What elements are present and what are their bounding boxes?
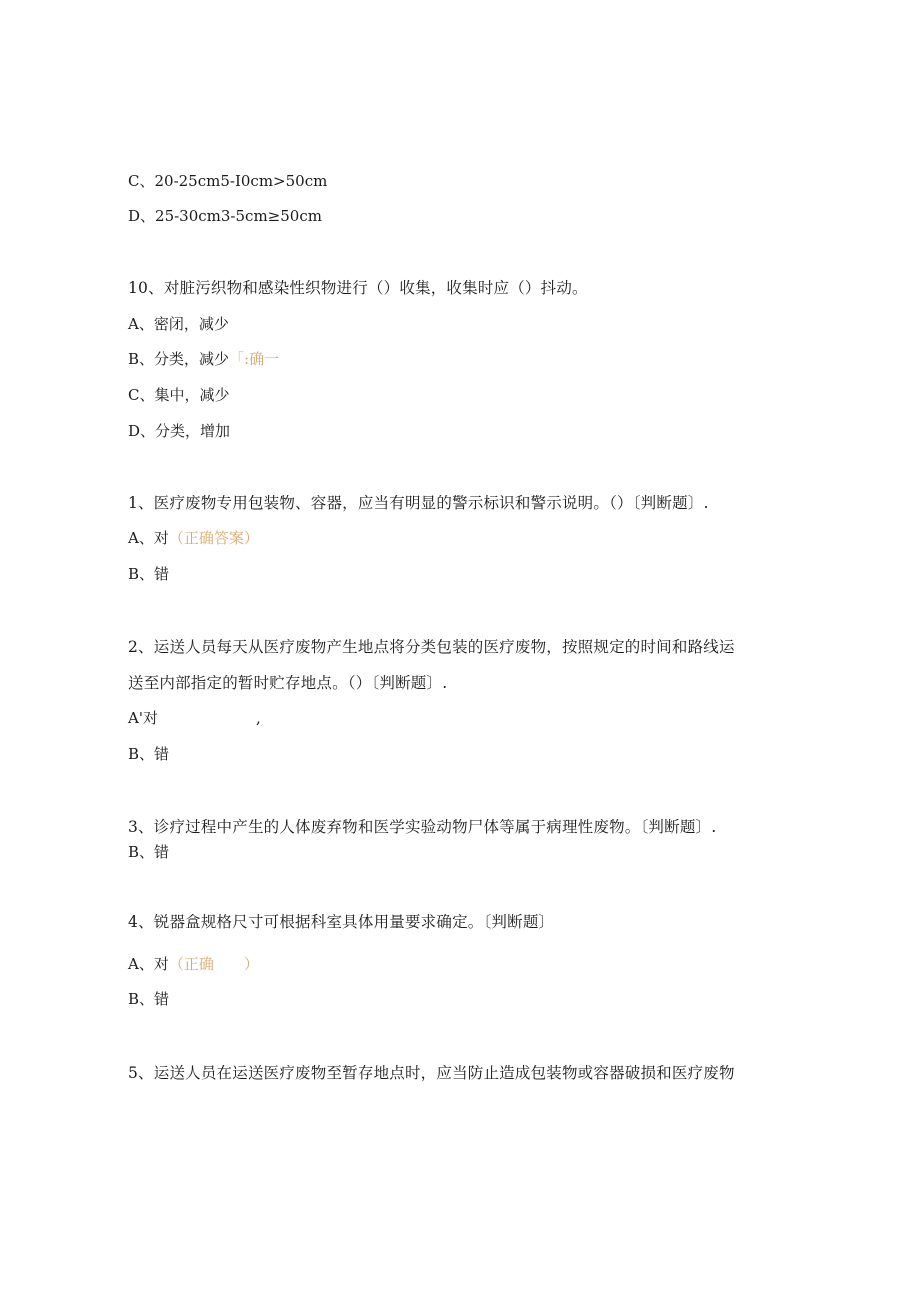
tf4-option-b: B、错	[128, 990, 170, 1008]
tf2-option-a	[128, 708, 261, 728]
q10-option-a: A、密闭，减少	[128, 315, 229, 333]
tf1-option-a	[128, 528, 259, 548]
tf2-text-line2: 送至内部指定的暂时贮存地点。（）〔判断题〕.	[128, 674, 448, 692]
tf5-text: 5、运送人员在运送医疗废物至暂存地点时，应当防止造成包装物或容器破损和医疗废物	[128, 1064, 735, 1082]
tf2-option-b: B、错	[128, 745, 170, 763]
q10-option-c: C、集中，减少	[128, 386, 230, 404]
tf4-option-a-label: A、对	[128, 955, 169, 973]
q10-option-d: D、分类，增加	[128, 422, 231, 440]
q9-option-d: D、25-30cm3-5cm≥50cm	[128, 207, 322, 225]
q10-answer-mark: 「:确一	[229, 350, 280, 368]
tf4-answer-mark-close: ）	[243, 955, 259, 973]
tf1-answer-mark: （正确答案）	[168, 529, 259, 547]
tf2-option-a-label: A'对	[128, 709, 158, 727]
tf3-text: 3、诊疗过程中产生的人体废弃物和医学实验动物尸体等属于病理性废物。〔判断题〕.	[128, 818, 717, 836]
q9-option-c: C、20-25cm5-I0cm>50cm	[128, 172, 328, 190]
tf2-text-line1: 2、运送人员每天从医疗废物产生地点将分类包装的医疗废物，按照规定的时间和路线运	[128, 638, 735, 656]
tf1-option-b: B、错	[128, 565, 170, 583]
tf2-option-a-mark: ,	[255, 709, 261, 727]
tf4-text: 4、锐器盒规格尺寸可根据科室具体用量要求确定。〔判断题〕	[128, 913, 555, 931]
q10-text: 10、对脏污织物和感染性织物进行（）收集，收集时应（）抖动。	[128, 279, 588, 297]
q10-option-b	[128, 349, 279, 369]
tf1-text: 1、医疗废物专用包装物、容器，应当有明显的警示标识和警示说明。（）〔判断题〕.	[128, 494, 709, 512]
q10-option-b-label: B、分类，减少	[128, 350, 230, 368]
tf3-option-b: B、错	[128, 843, 170, 861]
tf1-option-a-label: A、对	[128, 529, 169, 547]
tf4-answer-mark-open: （正确	[168, 955, 214, 973]
tf4-option-a	[128, 954, 259, 974]
